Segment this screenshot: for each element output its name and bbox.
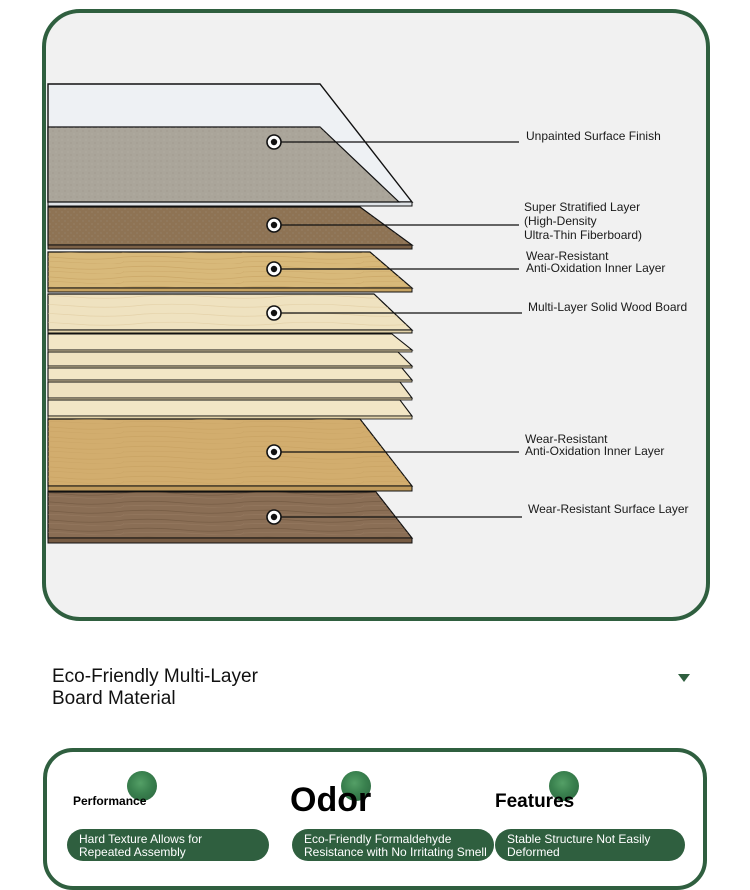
features-card (43, 748, 707, 890)
callout-wear-resistant-inner-top (526, 251, 665, 274)
pill-line: Hard Texture Allows for (79, 832, 203, 846)
oak-inner-layer-bottom (48, 419, 412, 491)
oak-inner-layer-top (48, 252, 412, 292)
callout-unpainted-surface (526, 129, 661, 143)
section-title (52, 666, 258, 710)
callout-super-stratified (524, 200, 642, 242)
feature-heading-performance: Performance (73, 794, 147, 808)
pill-line: Deformed (507, 845, 560, 859)
section-title-line: Eco-Friendly Multi-Layer (52, 666, 258, 687)
feature-heading-odor: Odor (290, 781, 372, 819)
callout-line: Wear-Resistant (526, 249, 609, 263)
pill-line: Stable Structure Not Easily (507, 832, 651, 846)
callout-line: Ultra-Thin Fiberboard) (524, 228, 643, 242)
callout-line: Anti-Oxidation Inner Layer (525, 444, 665, 458)
callout-line: (High-Density (524, 214, 597, 228)
feature-pill-features (495, 829, 685, 861)
callout-solid-wood-board (528, 300, 687, 314)
callout-wear-resistant-surface (528, 502, 689, 516)
feature-pill-odor (292, 829, 494, 861)
triangle-down-icon[interactable] (678, 674, 690, 682)
callout-line: Anti-Oxidation Inner Layer (526, 261, 666, 275)
callout-wear-resistant-inner-bottom (525, 434, 664, 457)
pill-line: Resistance with No Irritating Smell (304, 845, 487, 859)
fiberboard-layer (48, 207, 412, 249)
callout-line: Unpainted Surface Finish (526, 129, 661, 143)
callout-line: Wear-Resistant Surface Layer (528, 502, 689, 516)
section-title-line: Board Material (52, 688, 176, 709)
pill-line: Repeated Assembly (79, 845, 186, 859)
layer-diagram-card (42, 9, 710, 621)
feature-pill-performance (67, 829, 269, 861)
callout-line: Wear-Resistant (525, 432, 608, 446)
callout-line: Multi-Layer Solid Wood Board (528, 300, 688, 314)
feature-heading-features: Features (495, 791, 575, 812)
pill-line: Eco-Friendly Formaldehyde (304, 832, 452, 846)
callout-line: Super Stratified Layer (524, 200, 641, 214)
layer-stack-illustration (46, 13, 706, 617)
